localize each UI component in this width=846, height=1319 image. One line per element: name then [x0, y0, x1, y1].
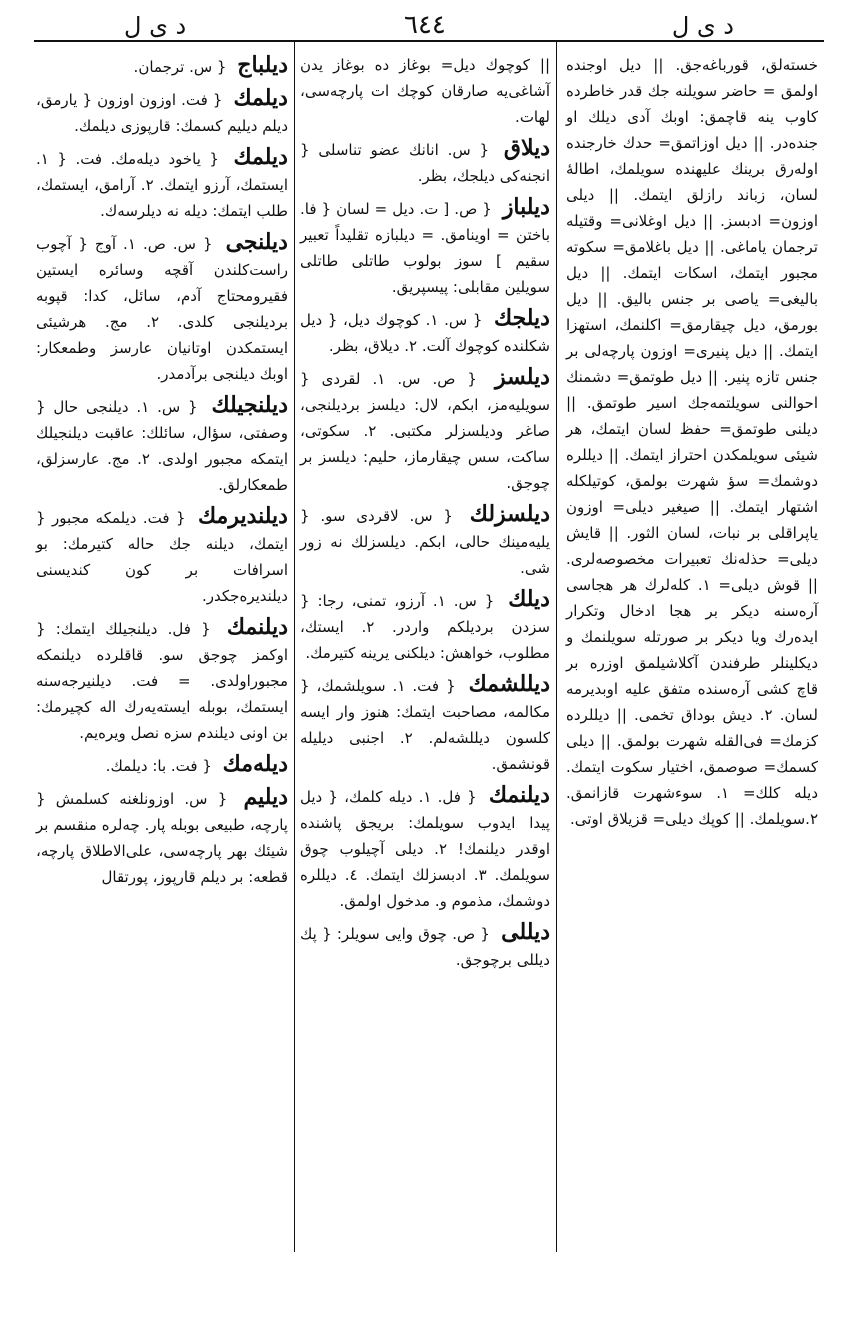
headword: دیلباج [237, 52, 288, 78]
entry-text: { ص. [ ت. دیل = لسان { فا. باختن = اوینامق. = دیلبازه تقلیداً تعبیر سقیم ] سوز بولوب طاتلی طاتلی سویلین مقابلی: پیسپریق. [300, 200, 550, 296]
headword: دیلیم [243, 784, 288, 810]
page-header [34, 10, 824, 44]
headword: دیلجك [494, 305, 550, 331]
entry-text: { س. ۱. کوچوك دیل، { دیل شکلنده کوچوك آلت. ۲. دیلاق، بظر. [300, 311, 550, 355]
entry-text: خسته‌لق، قورباغه‌جق. || دیل اوجنده اولمق = حاضر سویلنه جك قدر خاطرده کاوب ینه قاچمق: اوبك آدی دیلك او جنده‌در. || دیل اوزاتمق= حدك خارجنده اوله‌رق برینك علیهنده سویلمك، اطاله‌ٔ لسان، زباند رازلق ایتمك. || دیلی اوزون= ادبسز. || دیل اوغلانی= وقتیله ترجمان یاماغی. || دیل باغلامق= سکوته مجبور ایتمك، اسکات ایتمك. || دیل بالیغی= یاصی بر جنس بالیق. || دیل بورمق، دیل چیقارمق= اکلنمك، استهزا ایتمك. || دیل پنیری= اوزون پارچه‌لی بر جنس تازه پنیر. || دیل طوتمق= دشمنك احوالنی سویلتمه‌جك اسیر طوتمق. || دیلنی طوتمق= حفظ لسان ایتمك، هر شیئی سویلمکدن احتراز ایتمك. || دیللره دوشمك= سؤ شهرت بولمق، کوتیلکله اشتهار ایتمك. || صیغیر دیلی= اوزون یاپراقلی بر نبات، لسان الثور. || قایش دیلی= حذله‌نك تعبیرات مخصوصه‌لری. || قوش دیلی= ۱. کله‌لرك هر هجاسی آره‌سنه دیکر بر هجا ادخال وتکرار ایده‌رك ویا دیکر بر صورتله سویلنمك و دیکلینلر طرفندن آکلاشیلمق اوزره بر قاچ کشی آره‌سنده متفق علیه اوبدیرمه لسان. ۲. دیش بوداق تخمی. || دیللرده کزمك= فی‌القله شهرت بولمق. || دیلی کسمك= صوصمق، اختیار سکوت ایتمك. دیله کلك= ۱. سوءشهرت قازانمق. ۲.سویلمك. || کوپك دیلی= قزیلاق اوتی. [566, 56, 818, 828]
headword: دیلمك [233, 144, 288, 170]
headword: دیلندیرمك [198, 503, 288, 529]
entry [300, 364, 550, 496]
headword: دیلنجیلك [211, 392, 288, 418]
headword: دیلسز [495, 364, 550, 390]
entry-text: { فت. ۱. سویلشمك، { مکالمه، مصاحبت ایتمك: هنوز وار ایسه کلسون دیللشه‌لم. ۲. اجنبی دیلیله قونشمق. [300, 677, 550, 773]
entry-continuation [300, 52, 550, 130]
entry [300, 919, 550, 973]
headword: دیلنمك [226, 614, 288, 640]
column-right [566, 52, 818, 837]
entry-text: { س. ۱. آرزو، تمنی، رجا: { سزدن بردیلکم واردر. ۲. ایستك، مطلوب، خواهش: دیلکنی یرینه کتیرمك. [300, 592, 550, 662]
entry-text: { فل. ۱. دیله کلمك، { دیل پیدا ایدوب سویلمك: بریجق پاشنده اوقدر دیلنمك! ۲. دیلی آچیلوب چوق سویلمك. ۳. ادبسزلك ایتمك. ٤. دیللره دوشمك، مذموم و. مدخول اولمق. [300, 788, 550, 910]
headword: دیلك [508, 586, 550, 612]
entry [36, 751, 288, 779]
entry-text: { س. ۱. دیلنجی حال { وصفتی، سؤال، سائلك: عاقبت دیلنجیلك ایتمکه مجبور اولدی. ۲. مج. عارسزلق، طمعکارلق. [36, 398, 288, 494]
headword: دیلنمك [488, 782, 550, 808]
entry [300, 671, 550, 777]
page-number: ٦٤٤ [404, 10, 446, 40]
entry-text: { فت. با: دیلمك. [105, 757, 212, 775]
headword: دیلنجی [225, 229, 288, 255]
entry-continuation [566, 52, 818, 832]
entry-text: || کوچوك دیل= بوغاز ده بوغاز یدن آشاغی‌یه صارقان کوچك ات پارچه‌سی، لهات. [300, 56, 550, 126]
entry-text: { س. ص. ۱. آوج { آچوب راست‌کلندن آقچه وسائره ایستین فقیرومحتاج آدم، سائل، کدا: قپوبه بردیلنجی کلدی. ۲. مج. هرشیئی ایستمکدن اوتانیان عارسز وطمعکار: اوبك دیلنجی برآدمدر. [36, 235, 288, 383]
headword: دیللشمك [468, 671, 551, 697]
entry [300, 194, 550, 300]
entry-text: { فت. دیلمکه مجبور { ایتمك، دیلنه جك حاله کتیرمك: بو اسرافات بر کون کندیسنی دیلندیره‌جکدر. [36, 509, 288, 605]
entry [36, 85, 288, 139]
entry [300, 586, 550, 666]
entry-text: { ص. چوق وایی سویلر: { پك دیللی برچوجق. [300, 925, 550, 969]
entry-text: { س. لاقردی سو. { یلیه‌مینك حالی، ابکم. دیلسزلك نه زور شی. [300, 507, 550, 577]
entry [36, 229, 288, 387]
entry [300, 782, 550, 914]
headword: دیلمك [233, 85, 288, 111]
entry [300, 305, 550, 359]
entry [36, 503, 288, 609]
entry [300, 501, 550, 581]
entry-text: { س. اوزونلغنه کسلمش { پارچه، طبیعی بوبله پار. چه‌لره منقسم بر شیئك بهر پارچه‌سی، علی‌الاطلاق پارچه، قطعه: بر دیلم قارپوز، پورتقال [36, 790, 288, 886]
entry-text: { فل. دیلنجیلك ایتمك: { اوکمز چوجق سو. قاقلرده دیلنمکه مجبوراولدی. = فت. دیلنیرجه‌سنه ایستمك، بوبله ایسته‌یه‌رك اله کچیرمك: بن اونی دیلندم سزه نصل ویره‌یم. [36, 620, 288, 742]
entry-text: { س. انانك عضو تناسلی { انجنه‌کی دیلجك، بظر. [300, 141, 550, 185]
entry [36, 144, 288, 224]
entry-text: { فت. اوزون اوزون { یارمق، دیلم دیلیم کسمك: قارپوزی دیلمك. [36, 91, 288, 135]
entry-text: { یاخود دیله‌مك. فت. { ۱. ایستمك، آرزو ایتمك. ۲. آرامق، ایستمك، طلب ایتمك: دیله نه دیلرسه‌ك. [36, 150, 288, 220]
headword: دیلاق [503, 135, 550, 161]
entry [36, 392, 288, 498]
headword: دیلسزلك [469, 501, 550, 527]
header-left-letters: د ی ل [124, 12, 187, 40]
entry [36, 784, 288, 890]
column-divider-left [294, 42, 295, 1252]
headword: دیلباز [502, 194, 550, 220]
entry-text: { س. ترجمان. [133, 58, 227, 76]
header-rule [34, 40, 824, 42]
header-right-letters: د ی ل [671, 12, 734, 40]
column-middle [300, 52, 550, 978]
column-divider-right [556, 42, 557, 1252]
entry [300, 135, 550, 189]
entry [36, 614, 288, 746]
column-left [36, 52, 288, 895]
headword: دیله‌مك [222, 751, 288, 777]
entry-text: { ص. س. ۱. لقردی { سویلیه‌مز، ابکم، لال: دیلسز بردیلنجی، صاغر ودیلسزلر مکتبی. ۲. سکوتی، ساکت، سس چیقارماز، حلیم: دیلسز بر چوجق. [300, 370, 551, 492]
headword: دیللی [501, 919, 550, 945]
entry [36, 52, 288, 80]
